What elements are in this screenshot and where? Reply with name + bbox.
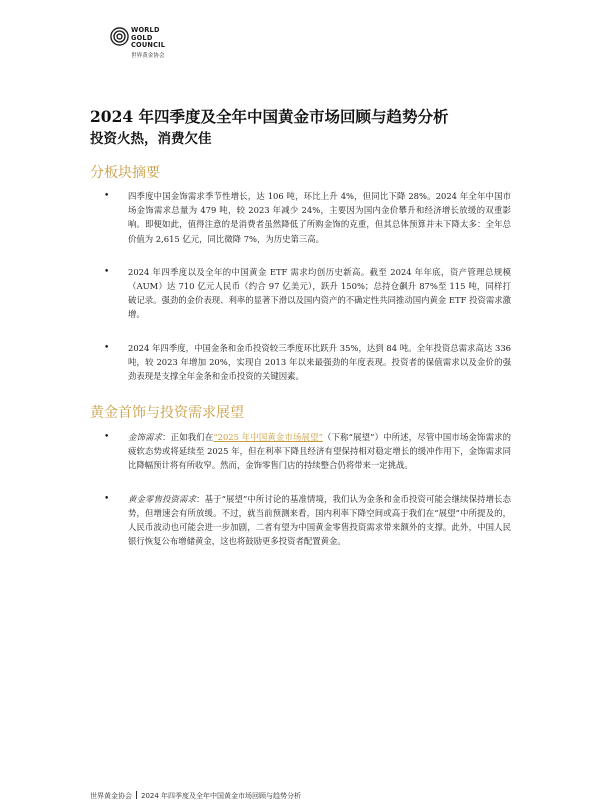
bullet-icon: •	[104, 342, 110, 353]
outlook-bullet-text	[128, 430, 511, 473]
summary-bullet-etf	[104, 265, 511, 322]
page-title: 2024 年四季度及全年中国黄金市场回顾与趋势分析	[90, 107, 449, 126]
gold-circles-logo-icon	[110, 27, 129, 46]
summary-bullet-bars-coins	[104, 341, 511, 384]
section-heading-summary: 分板块摘要	[90, 165, 160, 181]
logo-text-chinese: 世界黄金协会	[131, 53, 165, 59]
section-heading-outlook: 黄金首饰与投资需求展望	[90, 405, 244, 421]
footer-divider	[136, 791, 137, 799]
footer-org: 世界黄金协会	[90, 792, 132, 800]
outlook-bullet-text	[128, 492, 511, 549]
jewellery-demand-post: （下称“展望”）中所述，尽管中国市场金饰需求的疲软态势或将延续至 2025 年，但在利率下降且经济有望保持相对稳定增长的缓冲作用下，金饰需求同比降幅预计将有所收窄。然而，金饰零售门店的持续整合仍将带来一定挑战。	[128, 432, 512, 471]
outlook-bullet-retail-investment	[104, 492, 512, 549]
bullet-icon: •	[104, 493, 110, 504]
footer-doc-title: 2024 年四季度及全年中国黄金市场回顾与趋势分析	[141, 792, 302, 800]
summary-bullet-text: 2024 年四季度，中国金条和金币投资较三季度环比跃升 35%，达到 84 吨。全年投资总需求高达 336 吨，较 2023 年增加 20%，实现自 2013 年以来最强劲的年度表现。投资者的保值需求以及金价的强劲表现是支撑全年金条和金币投资的关键因素。	[128, 342, 511, 382]
logo-text-world: WORLD	[131, 26, 160, 34]
world-gold-council-logo	[110, 27, 190, 65]
jewellery-demand-pre: ：正如我们在	[162, 432, 214, 442]
page-subtitle: 投资火热，消费欠佳	[90, 131, 212, 147]
retail-investment-label: 黄金零售投资需求	[128, 493, 197, 504]
retail-investment-text: ：基于“展望”中所讨论的基准情境，我们认为金条和金币投资可能会继续保持增长态势，但增速会有所放缓。不过，就当前预测来看，国内利率下降空间或高于我们在“展望”中所提及的，人民币波动也可能会进一步加剧，二者有望为中国黄金零售投资需求带来额外的支撑。此外，中国人民银行恢复公布增储黄金，这也将鼓励更多投资者配置黄金。	[128, 493, 512, 547]
outlook-bullet-list	[104, 430, 512, 567]
logo-text-council: COUNCIL	[131, 41, 166, 49]
jewellery-demand-label: 金饰需求	[128, 432, 163, 442]
outlook-bullet-jewellery	[104, 430, 512, 473]
bullet-icon: •	[104, 191, 110, 201]
summary-bullet-jewellery	[104, 189, 511, 246]
summary-bullet-text: 四季度中国金饰需求季节性增长，达 106 吨，环比上升 4%，但同比下降 28%。2024 年全年中国市场金饰需求总量为 479 吨，较 2023 年减少 24%，主要因为国内金价攀升和经济增长放缓的双重影响。即便如此，值得注意的是消费者虽然降低了所购金饰的克重，但其总体预算并未下降太多：全年总价值为 2,615 亿元，同比微降 7%，为历史第三高。	[128, 191, 511, 244]
summary-bullet-text: 2024 年四季度以及全年的中国黄金 ETF 需求均创历史新高。截至 2024 年年底，资产管理总规模（AUM）达 710 亿元人民币（约合 97 亿美元），跃升 150%；总持仓飙升 87%至 115 吨，同样打破记录。强劲的金价表现、利率的显著下滑以及国内资产的不确定性共同推动国内黄金 ETF 投资需求激增。	[128, 266, 511, 320]
bullet-icon: •	[104, 266, 110, 277]
summary-bullet-list	[104, 189, 511, 402]
logo-text-gold: GOLD	[131, 33, 153, 42]
bullet-icon: •	[104, 432, 110, 442]
outlook-report-link[interactable]: “2025 年中国黄金市场展望”	[213, 432, 323, 442]
